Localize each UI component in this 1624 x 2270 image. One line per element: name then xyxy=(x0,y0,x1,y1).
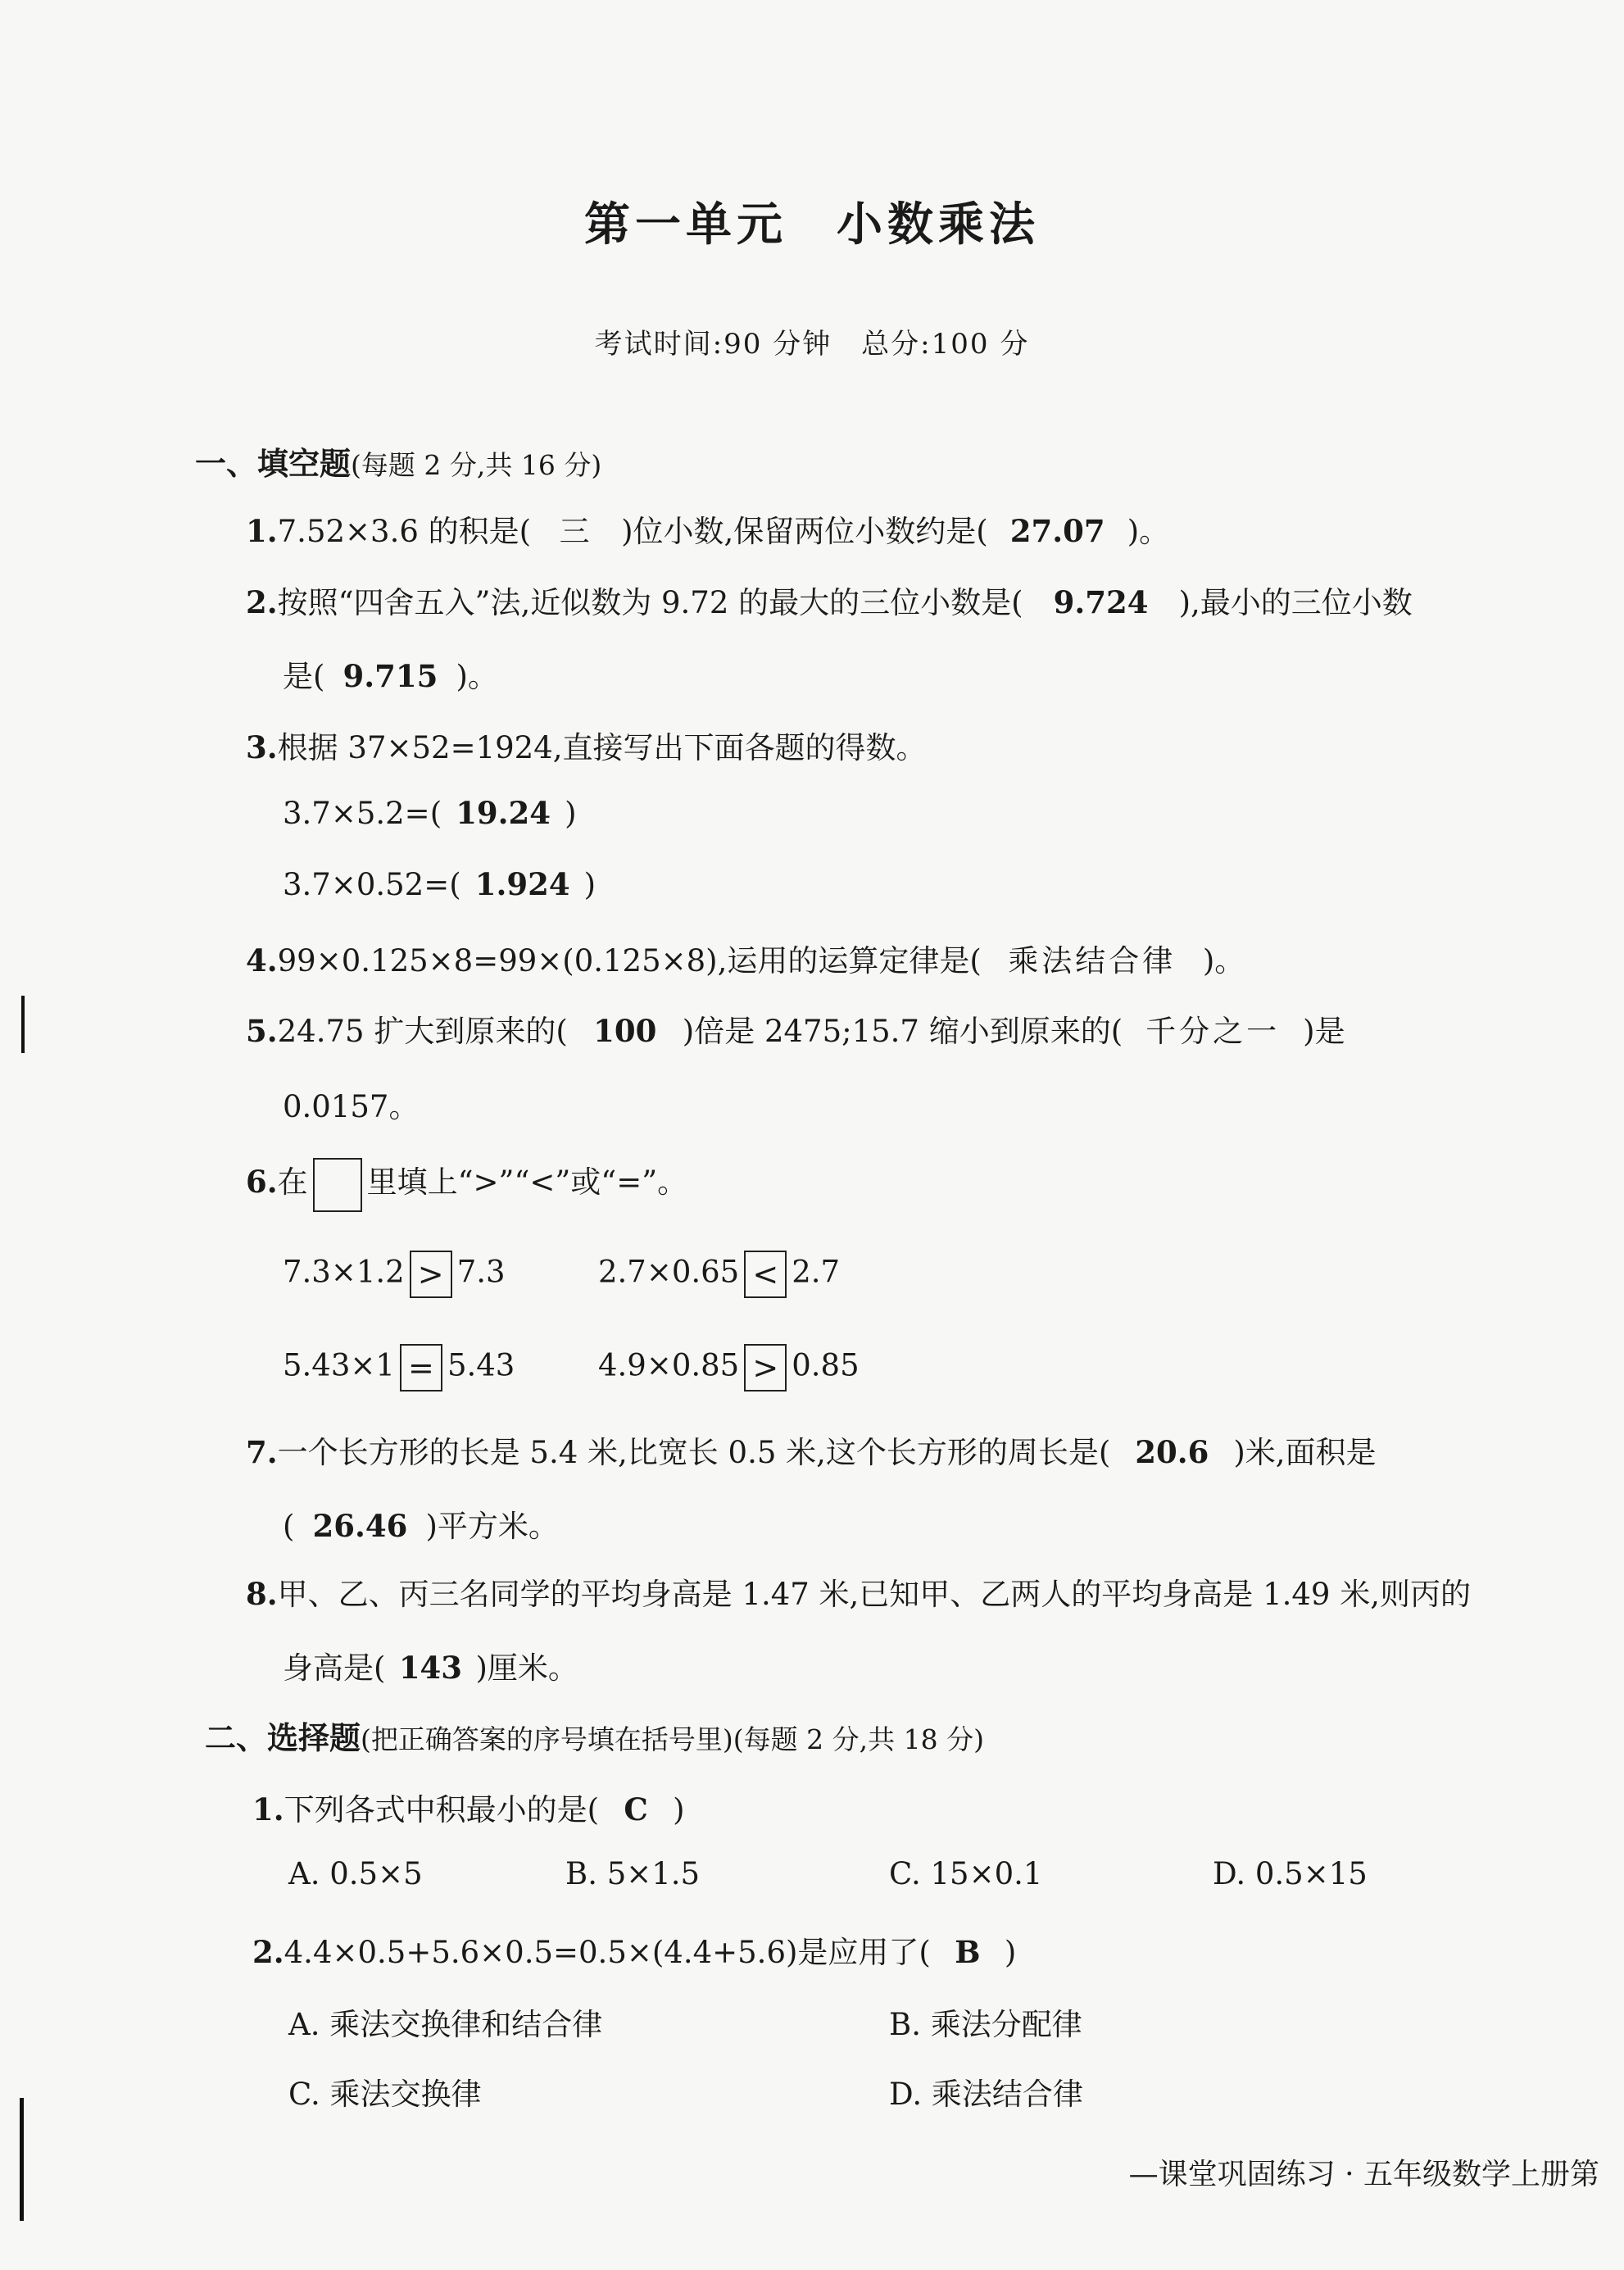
question-text: 一个长方形的长是 5.4 米,比宽长 0.5 米,这个长方形的周长是( xyxy=(277,1435,1111,1470)
compare-sign-box: = xyxy=(400,1344,442,1392)
question-text: 根据 37×52=1924,直接写出下面各题的得数。 xyxy=(277,730,927,765)
question-1-7-cont xyxy=(283,1501,559,1546)
exam-meta xyxy=(0,321,1624,361)
question-number: 5. xyxy=(246,1013,278,1049)
section-heading-choice xyxy=(205,1713,984,1758)
section-heading-fill xyxy=(195,438,601,484)
section-title: 一、填空题 xyxy=(195,445,352,482)
answer: 26.46 xyxy=(312,1508,408,1544)
option-c: C. 乘法交换律 xyxy=(288,2077,482,2112)
question-text: 在 xyxy=(277,1165,308,1200)
page-title xyxy=(0,188,1624,254)
answer: 9.715 xyxy=(342,658,438,694)
question-2-2 xyxy=(252,1927,1016,1972)
answer: B xyxy=(955,1934,981,1970)
question-1-3-expr2 xyxy=(283,866,596,902)
section-title: 二、选择题 xyxy=(205,1719,361,1756)
expression: 3.7×0.52=( xyxy=(283,867,461,902)
question-1-5-cont xyxy=(283,1082,419,1126)
question-text: )是 xyxy=(1303,1014,1345,1049)
question-text: 4.4×0.5+5.6×0.5=0.5×(4.4+5.6)是应用了( xyxy=(284,1935,931,1970)
question-1-3-expr1 xyxy=(283,795,577,831)
compare-right: 5.43 xyxy=(447,1347,515,1383)
compare-left: 5.43×1 xyxy=(283,1347,395,1383)
question-number: 3. xyxy=(246,729,278,765)
answer: 27.07 xyxy=(1009,513,1105,549)
compare-sign-box: > xyxy=(744,1344,787,1392)
option-d: D. 0.5×15 xyxy=(1213,1856,1368,1891)
question-text: 0.0157。 xyxy=(283,1089,420,1124)
compare-sign-box: < xyxy=(744,1251,787,1298)
question-1-6 xyxy=(246,1157,687,1212)
question-text: 7.52×3.6 的积是( xyxy=(277,514,532,549)
question-text: ),最小的三位小数 xyxy=(1178,585,1413,620)
answer: 乘法结合律 xyxy=(1008,943,1177,978)
question-2-1 xyxy=(252,1785,685,1829)
option-a: A. 乘法交换律和结合律 xyxy=(288,2007,603,2042)
compare-left: 4.9×0.85 xyxy=(598,1347,740,1383)
compare-item-4 xyxy=(598,1344,860,1392)
compare-right: 7.3 xyxy=(456,1254,506,1290)
question-text: )米,面积是 xyxy=(1233,1435,1377,1470)
question-text: ) xyxy=(1004,1935,1017,1970)
compare-right: 0.85 xyxy=(792,1347,860,1383)
scan-artifact xyxy=(20,2098,24,2221)
exam-time: 考试时间:90 分钟 xyxy=(594,328,832,361)
question-text: )。 xyxy=(1127,514,1170,549)
question-text: )位小数,保留两位小数约是( xyxy=(621,514,988,549)
compare-left: 2.7×0.65 xyxy=(598,1254,740,1290)
expression: 3.7×5.2=( xyxy=(283,796,442,831)
compare-left: 7.3×1.2 xyxy=(283,1254,405,1290)
question-number: 2. xyxy=(246,584,278,620)
title-unit: 第一单元 xyxy=(584,197,787,252)
answer: 三 xyxy=(559,514,593,549)
compare-sign-box: > xyxy=(410,1251,452,1298)
compare-item-3 xyxy=(283,1344,515,1392)
question-1-3 xyxy=(246,723,927,767)
question-text: )。 xyxy=(456,659,498,694)
question-number: 1. xyxy=(246,513,278,549)
compare-right: 2.7 xyxy=(792,1254,841,1290)
question-text: 是( xyxy=(283,659,325,694)
question-text: 甲、乙、丙三名同学的平均身高是 1.47 米,已知甲、乙两人的平均身高是 1.49 米,则丙的 xyxy=(277,1577,1471,1612)
question-text: 按照“四舍五入”法,近似数为 9.72 的最大的三位小数是( xyxy=(277,585,1023,620)
option-c: C. 15×0.1 xyxy=(889,1856,1043,1891)
question-number: 8. xyxy=(246,1576,278,1612)
question-number: 2. xyxy=(252,1934,284,1970)
section-note: (每题 2 分,共 16 分) xyxy=(351,449,602,481)
question-number: 6. xyxy=(246,1164,278,1200)
question-1-8-cont xyxy=(283,1643,578,1687)
question-1-8 xyxy=(246,1569,1471,1614)
option-d: D. 乘法结合律 xyxy=(889,2077,1083,2112)
question-1-2-cont xyxy=(283,651,498,696)
scan-artifact xyxy=(21,996,25,1053)
compare-item-1 xyxy=(283,1251,506,1298)
question-text: 下列各式中积最小的是( xyxy=(284,1792,600,1827)
question-number: 7. xyxy=(246,1434,278,1470)
empty-box xyxy=(313,1158,362,1212)
compare-item-2 xyxy=(598,1251,840,1298)
question-text: 99×0.125×8=99×(0.125×8),运用的运算定律是( xyxy=(277,943,982,978)
question-text: )。 xyxy=(1202,943,1245,978)
page-footer: —课堂巩固练习 · 五年级数学上册第 xyxy=(1128,2158,1599,2191)
option-a: A. 0.5×5 xyxy=(288,1856,423,1891)
question-text: 身高是( xyxy=(283,1650,386,1686)
section-note: (把正确答案的序号填在括号里)(每题 2 分,共 18 分) xyxy=(361,1723,984,1755)
question-text: 24.75 扩大到原来的( xyxy=(277,1014,568,1049)
question-text: ( xyxy=(283,1509,295,1544)
question-number: 4. xyxy=(246,942,278,978)
answer: 1.924 xyxy=(474,866,570,902)
question-1-2 xyxy=(246,578,1413,622)
question-1-5 xyxy=(246,1006,1345,1051)
answer: 千分之一 xyxy=(1145,1014,1281,1049)
question-text: ) xyxy=(673,1792,685,1827)
question-1-1 xyxy=(246,506,1169,551)
answer: 9.724 xyxy=(1053,584,1149,620)
total-score: 总分:100 分 xyxy=(861,328,1030,361)
option-b: B. 5×1.5 xyxy=(565,1856,701,1891)
question-text: )平方米。 xyxy=(425,1509,559,1544)
answer: 20.6 xyxy=(1135,1434,1209,1470)
question-text: )厘米。 xyxy=(475,1650,578,1686)
question-1-7 xyxy=(246,1428,1377,1472)
expression: ) xyxy=(583,867,597,902)
answer: 143 xyxy=(398,1650,463,1686)
expression: ) xyxy=(565,796,577,831)
question-text: )倍是 2475;15.7 缩小到原来的( xyxy=(682,1014,1123,1049)
question-text: 里填上“>”“<”或“=”。 xyxy=(366,1165,688,1200)
title-topic: 小数乘法 xyxy=(837,197,1040,252)
answer: 19.24 xyxy=(456,795,551,831)
option-b: B. 乘法分配律 xyxy=(889,2007,1082,2042)
question-1-4 xyxy=(246,936,1245,980)
question-number: 1. xyxy=(252,1791,284,1827)
answer: C xyxy=(624,1791,648,1827)
answer: 100 xyxy=(593,1013,657,1049)
